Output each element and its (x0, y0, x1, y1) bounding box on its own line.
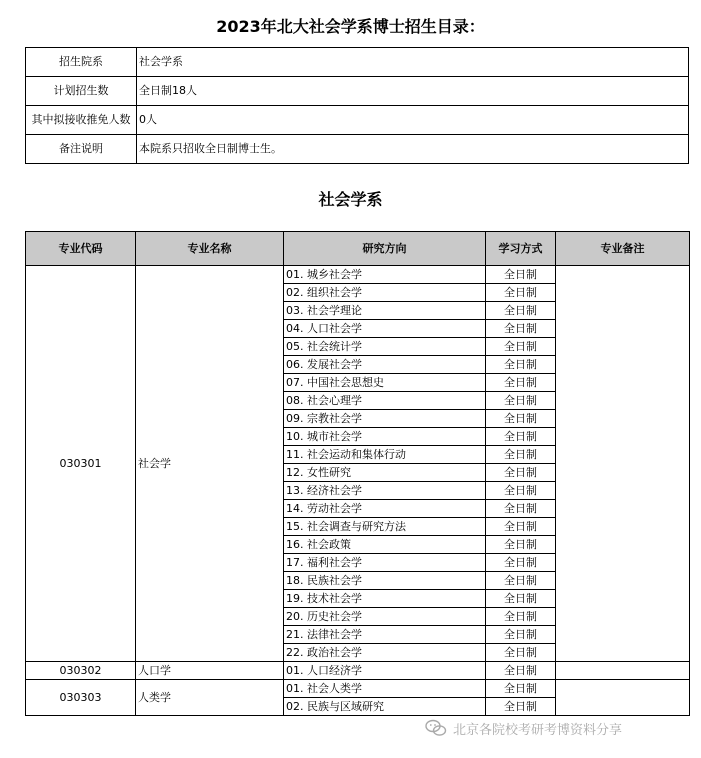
info-row (26, 77, 689, 106)
watermark (425, 717, 622, 739)
research-direction: 14. 劳动社会学 (284, 500, 486, 518)
study-mode: 全日制 (486, 374, 556, 392)
study-mode: 全日制 (486, 338, 556, 356)
major-note (556, 266, 690, 662)
research-direction: 02. 民族与区域研究 (284, 698, 486, 716)
research-direction: 01. 社会人类学 (284, 680, 486, 698)
major-note (556, 680, 690, 716)
study-mode: 全日制 (486, 284, 556, 302)
study-mode: 全日制 (486, 644, 556, 662)
info-value: 0人 (137, 106, 689, 135)
research-direction: 20. 历史社会学 (284, 608, 486, 626)
study-mode: 全日制 (486, 626, 556, 644)
study-mode: 全日制 (486, 446, 556, 464)
study-mode: 全日制 (486, 410, 556, 428)
research-direction: 03. 社会学理论 (284, 302, 486, 320)
research-direction: 19. 技术社会学 (284, 590, 486, 608)
majors-table (25, 231, 690, 716)
info-key: 其中拟接收推免人数 (26, 106, 137, 135)
section-title: 社会学系 (318, 190, 383, 209)
study-mode: 全日制 (486, 698, 556, 716)
study-mode: 全日制 (486, 662, 556, 680)
study-mode: 全日制 (486, 554, 556, 572)
table-row (26, 662, 690, 680)
major-code: 030302 (26, 662, 136, 680)
info-key: 备注说明 (26, 135, 137, 164)
table-header-row (26, 232, 690, 266)
study-mode: 全日制 (486, 320, 556, 338)
research-direction: 18. 民族社会学 (284, 572, 486, 590)
research-direction: 15. 社会调查与研究方法 (284, 518, 486, 536)
research-direction: 17. 福利社会学 (284, 554, 486, 572)
study-mode: 全日制 (486, 518, 556, 536)
column-header: 研究方向 (284, 232, 486, 266)
research-direction: 01. 人口经济学 (284, 662, 486, 680)
study-mode: 全日制 (486, 590, 556, 608)
research-direction: 05. 社会统计学 (284, 338, 486, 356)
info-table (25, 47, 689, 164)
table-row (26, 680, 690, 698)
research-direction: 10. 城市社会学 (284, 428, 486, 446)
study-mode: 全日制 (486, 266, 556, 284)
study-mode: 全日制 (486, 500, 556, 518)
study-mode: 全日制 (486, 536, 556, 554)
page-title: 2023年北大社会学系博士招生目录： (216, 17, 485, 36)
study-mode: 全日制 (486, 428, 556, 446)
study-mode: 全日制 (486, 680, 556, 698)
research-direction: 21. 法律社会学 (284, 626, 486, 644)
major-name: 人类学 (136, 680, 284, 716)
study-mode: 全日制 (486, 464, 556, 482)
study-mode: 全日制 (486, 302, 556, 320)
research-direction: 01. 城乡社会学 (284, 266, 486, 284)
research-direction: 11. 社会运动和集体行动 (284, 446, 486, 464)
info-value: 社会学系 (137, 48, 689, 77)
major-note (556, 662, 690, 680)
column-header: 学习方式 (486, 232, 556, 266)
study-mode: 全日制 (486, 356, 556, 374)
info-row (26, 135, 689, 164)
major-name: 社会学 (136, 266, 284, 662)
research-direction: 12. 女性研究 (284, 464, 486, 482)
watermark-text: 北京各院校考研考博资料分享 (453, 722, 623, 738)
info-key: 计划招生数 (26, 77, 137, 106)
research-direction: 22. 政治社会学 (284, 644, 486, 662)
info-key: 招生院系 (26, 48, 137, 77)
study-mode: 全日制 (486, 482, 556, 500)
column-header: 专业备注 (556, 232, 690, 266)
study-mode: 全日制 (486, 392, 556, 410)
info-value: 全日制18人 (137, 77, 689, 106)
study-mode: 全日制 (486, 572, 556, 590)
research-direction: 07. 中国社会思想史 (284, 374, 486, 392)
research-direction: 02. 组织社会学 (284, 284, 486, 302)
study-mode: 全日制 (486, 608, 556, 626)
major-name: 人口学 (136, 662, 284, 680)
research-direction: 06. 发展社会学 (284, 356, 486, 374)
wechat-icon (425, 719, 447, 737)
research-direction: 09. 宗教社会学 (284, 410, 486, 428)
research-direction: 04. 人口社会学 (284, 320, 486, 338)
research-direction: 08. 社会心理学 (284, 392, 486, 410)
info-row (26, 48, 689, 77)
research-direction: 13. 经济社会学 (284, 482, 486, 500)
major-code: 030303 (26, 680, 136, 716)
table-row (26, 266, 690, 284)
column-header: 专业代码 (26, 232, 136, 266)
info-value: 本院系只招收全日制博士生。 (137, 135, 689, 164)
major-code: 030301 (26, 266, 136, 662)
research-direction: 16. 社会政策 (284, 536, 486, 554)
info-row (26, 106, 689, 135)
column-header: 专业名称 (136, 232, 284, 266)
